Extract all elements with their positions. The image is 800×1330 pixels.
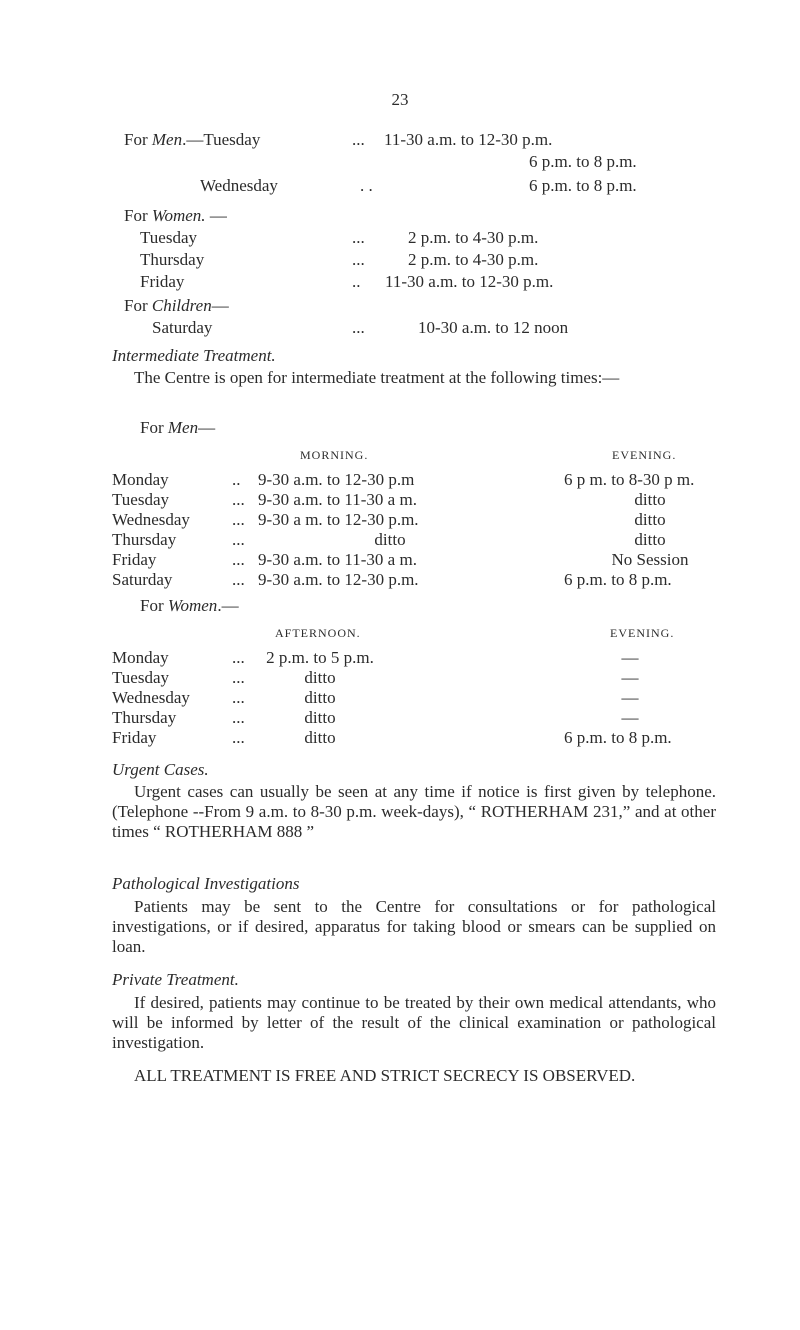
women-row-day: Wednesday [112,688,190,707]
women-row-afternoon: 2 p.m. to 5 p.m. [266,648,374,667]
leader-dots: ... [232,728,245,747]
children-time: 10-30 a.m. to 12 noon [418,318,569,337]
men-row-morning: 9-30 a.m. to 11-30 a m. [258,550,417,569]
leader-dots: ... [352,228,365,247]
women-time: 2 p.m. to 4-30 p.m. [408,250,539,269]
private-text: If desired, patients may continue to be treated by their own medical attendants, who will be informed by letter of the result of the clinical examination or pathological investigation. [112,993,716,1052]
leader-dots: ... [232,490,245,509]
afternoon-header: AFTERNOON. [275,626,361,640]
men-wednesday-time: 6 p.m. to 8 p.m. [529,176,637,195]
women-time: 11-30 a.m. to 12-30 p.m. [385,272,554,291]
women-time: 2 p.m. to 4-30 p.m. [408,228,539,247]
leader-dots: ... [232,708,245,727]
men-row-evening: ditto [634,530,666,549]
intermediate-heading: Intermediate Treatment. [112,346,276,365]
women-row-afternoon: ditto [304,668,336,687]
men-tuesday-label: For Men.—Tuesday [124,130,261,149]
evening-header-women: EVENING. [610,626,675,640]
men-row-day: Friday [112,550,157,569]
women-row-day: Thursday [112,708,177,727]
women-row-afternoon: ditto [304,688,336,707]
leader-dots: . . [360,176,373,195]
men-row-day: Monday [112,470,169,489]
leader-dots: ... [352,130,365,149]
men-row-evening: No Session [611,550,689,569]
children-label: For Children— [124,296,229,315]
intermediate-men-label: For Men— [140,418,216,437]
men-row-day: Wednesday [112,510,190,529]
leader-dots: .. [352,272,361,291]
leader-dots: ... [232,550,245,569]
men-row-morning: ditto [374,530,406,549]
men-tuesday-time: 11-30 a.m. to 12-30 p.m. [384,130,553,149]
page-number: 23 [391,90,409,109]
leader-dots: ... [232,668,245,687]
women-row-afternoon: ditto [304,708,336,727]
men-row-day: Thursday [112,530,177,549]
leader-dots: ... [232,648,245,667]
men-tuesday-time-evening: 6 p.m. to 8 p.m. [529,152,637,171]
men-row-evening: 6 p m. to 8-30 p m. [564,470,695,489]
leader-dots: ... [352,318,365,337]
women-row-afternoon: ditto [304,728,336,747]
urgent-text: Urgent cases can usually be seen at any time if notice is first given by telephone. (Telephone --From 9 a.m. to 8-30 p.m. week-days), “ ROTHERHAM 231,” and at other times “ ROTHERHAM 888 ” [112,782,716,841]
men-row-day: Saturday [112,570,173,589]
men-row-day: Tuesday [112,490,169,509]
women-row-day: Friday [112,728,157,747]
men-row-evening: ditto [634,490,666,509]
leader-dots: ... [232,688,245,707]
men-row-morning: 9-30 a m. to 12-30 p.m. [258,510,419,529]
men-row-morning: 9-30 a.m. to 12-30 p.m [258,470,415,489]
women-row-evening: 6 p.m. to 8 p.m. [564,728,672,747]
evening-header: EVENING. [612,448,677,462]
intermediate-women-label: For Women.— [140,596,239,615]
pathological-heading: Pathological Investigations [112,874,300,893]
men-wednesday-label: Wednesday [200,176,278,195]
women-day: Thursday [140,250,205,269]
men-row-morning: 9-30 a.m. to 12-30 p.m. [258,570,419,589]
women-row-evening: — [621,688,639,707]
children-day: Saturday [152,318,213,337]
women-label: For Women. — [124,206,227,225]
morning-header: MORNING. [300,448,369,462]
pathological-text: Patients may be sent to the Centre for consultations or for pathological investigations, or if desired, apparatus for taking blood or smears can be supplied on loan. [112,897,716,956]
women-row-evening: — [621,648,639,667]
leader-dots: .. [232,470,241,489]
leader-dots: ... [232,510,245,529]
men-row-evening: 6 p.m. to 8 p.m. [564,570,672,589]
private-heading: Private Treatment. [112,970,239,989]
intermediate-text: The Centre is open for intermediate treatment at the following times:— [134,368,620,387]
leader-dots: ... [232,570,245,589]
women-day: Tuesday [140,228,197,247]
women-row-day: Tuesday [112,668,169,687]
women-row-evening: — [621,668,639,687]
leader-dots: ... [352,250,365,269]
women-row-evening: — [621,708,639,727]
women-row-day: Monday [112,648,169,667]
women-day: Friday [140,272,185,291]
urgent-heading: Urgent Cases. [112,760,209,779]
men-row-evening: ditto [634,510,666,529]
leader-dots: ... [232,530,245,549]
men-row-morning: 9-30 a.m. to 11-30 a m. [258,490,417,509]
closing-statement: ALL TREATMENT IS FREE AND STRICT SECRECY IS OBSERVED. [134,1066,636,1085]
